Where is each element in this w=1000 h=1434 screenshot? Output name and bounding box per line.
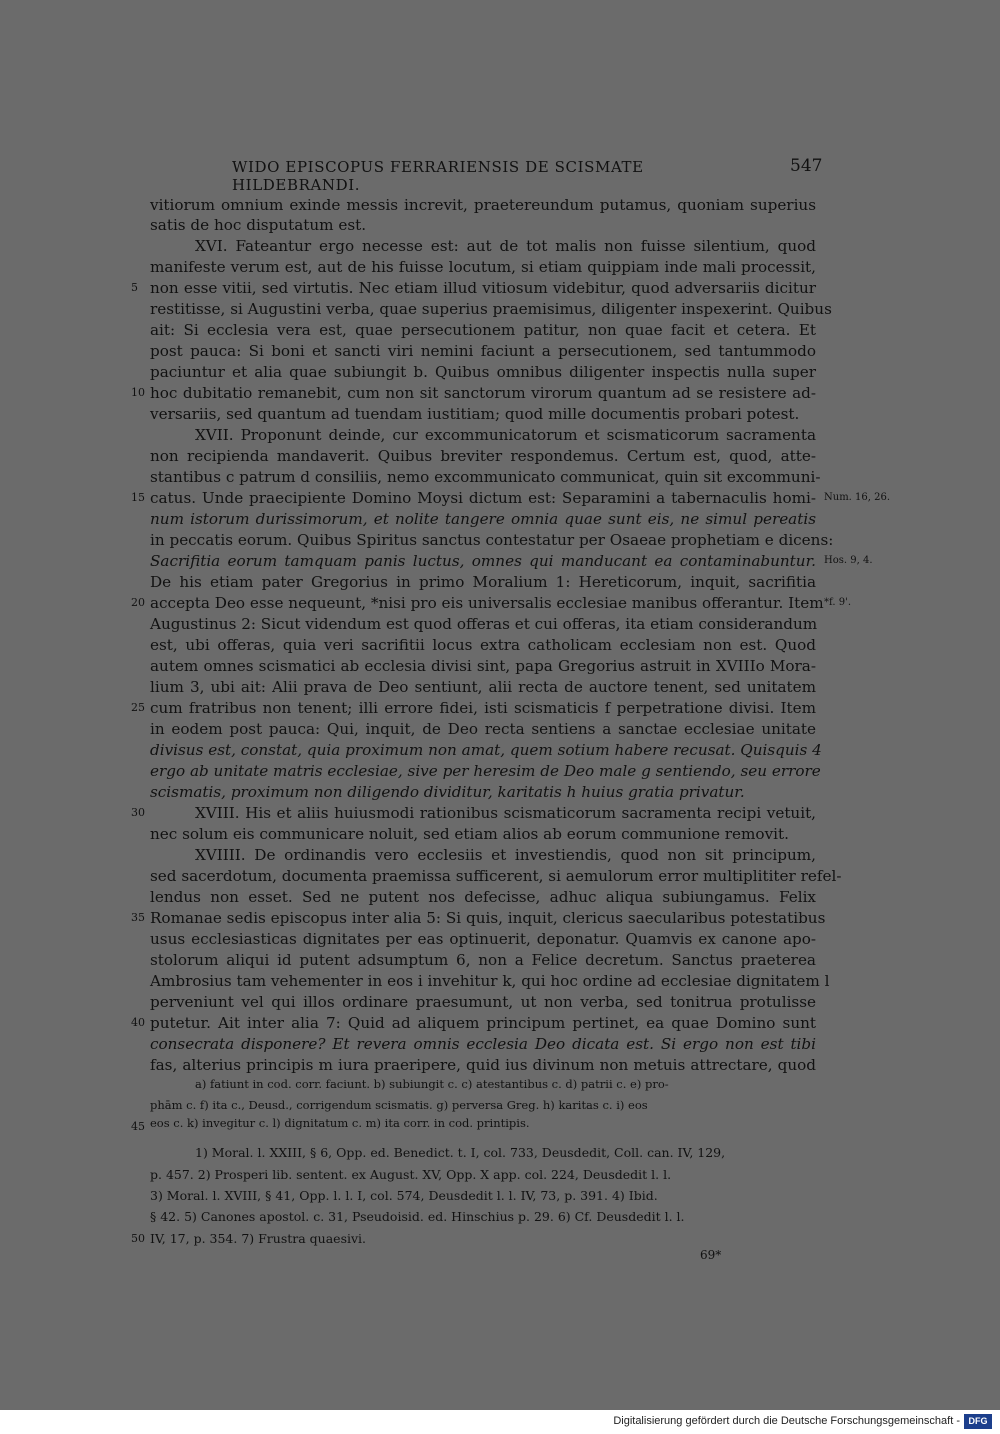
apparatus-line: eos c. k) invegitur c. l) dignitatum c. m) ita corr. in cod. printipis.: [150, 1116, 530, 1130]
body-line: stantibus c patrum d consiliis, nemo excommunicato communicat, quin sit excommuni-: [150, 468, 821, 486]
margin-note: *f. 9'.: [824, 597, 851, 608]
body-line: putetur. Ait inter alia 7: Quid ad aliquem principum pertinet, ea quae Domino sunt: [150, 1014, 816, 1032]
printer-signature: 69*: [700, 1248, 722, 1262]
body-line: autem omnes scismatici ab ecclesia divisi sint, papa Gregorius astruit in XVIIIo Mora-: [150, 657, 816, 675]
body-line: Romanae sedis episcopus inter alia 5: Si quis, inquit, clericus saecularibus potestatibus: [150, 909, 826, 927]
body-line: cum fratribus non tenent; illi errore fidei, isti scismaticis f perpetratione divisi. Item: [150, 699, 816, 717]
body-line: versariis, sed quantum ad tuendam iustitiam; quod mille documentis probari potest.: [150, 405, 800, 423]
body-line: ergo ab unitate matris ecclesiae, sive per heresim de Deo male g sentiendo, seu errore: [150, 762, 821, 780]
body-line: accepta Deo esse nequeunt, *nisi pro eis universalis ecclesiae manibus offerantur. Item: [150, 594, 824, 612]
body-line: lium 3, ubi ait: Alii prava de Deo sentiunt, alii recta de auctore tenent, sed unitatem: [150, 678, 816, 696]
body-line: consecrata disponere? Et revera omnis ecclesia Deo dicata est. Si ergo non est tibi: [150, 1035, 816, 1053]
body-line: manifeste verum est, aut de his fuisse locutum, si etiam quippiam inde mali processit,: [150, 258, 816, 276]
footer-credit: Digitalisierung gefördert durch die Deutsche Forschungsgemeinschaft -: [613, 1415, 960, 1427]
body-line: num istorum durissimorum, et nolite tangere omnia quae sunt eis, ne simul pereatis: [150, 510, 816, 528]
page-number: 547: [790, 156, 823, 176]
body-line: Augustinus 2: Sicut videndum est quod offeras et cui offeras, ita etiam considerandum: [150, 615, 818, 633]
apparatus-line: phām c. f) ita c., Deusd., corrigendum scismatis. g) perversa Greg. h) karitas c. i) eos: [150, 1098, 648, 1112]
source-note-line: p. 457. 2) Prosperi lib. sentent. ex August. XV, Opp. X app. col. 224, Deusdedit l. l.: [150, 1167, 672, 1182]
line-number: 40: [131, 1016, 145, 1029]
body-line: satis de hoc disputatum est.: [150, 216, 367, 234]
source-note-line: 3) Moral. l. XVIII, § 41, Opp. l. l. I, col. 574, Deusdedit l. l. IV, 73, p. 391. 4) Ibid.: [150, 1188, 658, 1203]
body-line: hoc dubitatio remanebit, cum non sit sanctorum virorum quantum ad se resistere ad-: [150, 384, 816, 402]
body-line: non esse vitii, sed virtutis. Nec etiam illud vitiosum videbitur, quod adversariis dicitur: [150, 279, 816, 297]
body-line: lendus non esset. Sed ne putent nos defecisse, adhuc aliqua subiungamus. Felix: [150, 888, 816, 906]
line-number: 10: [131, 386, 145, 399]
source-note-line: § 42. 5) Canones apostol. c. 31, Pseudoisid. ed. Hinschius p. 29. 6) Cf. Deusdedit l. l.: [150, 1209, 685, 1224]
body-line: XVIIII. De ordinandis vero ecclesiis et investiendis, quod non sit principum,: [195, 846, 816, 864]
body-line: XVII. Proponunt deinde, cur excommunicatorum et scismaticorum sacramenta: [195, 426, 816, 444]
body-line: stolorum aliqui id putent adsumptum 6, non a Felice decretum. Sanctus praeterea: [150, 951, 816, 969]
body-line: divisus est, constat, quia proximum non amat, quem sotium habere recusat. Quisquis 4: [150, 741, 822, 759]
line-number: 35: [131, 911, 145, 924]
body-line: XVIII. His et aliis huiusmodi rationibus scismaticorum sacramenta recipi vetuit,: [195, 804, 816, 822]
body-line: perveniunt vel qui illos ordinare praesumunt, ut non verba, sed tonitrua protulisse: [150, 993, 816, 1011]
body-line: usus ecclesiasticas dignitates per eas optinuerit, deponatur. Quamvis ex canone apo-: [150, 930, 816, 948]
source-note-line: IV, 17, p. 354. 7) Frustra quaesivi.: [150, 1231, 367, 1246]
body-line: est, ubi offeras, quia veri sacrifitii locus extra catholicam ecclesiam non est. Quod: [150, 636, 816, 654]
body-line: vitiorum omnium exinde messis increvit, praetereundum putamus, quoniam superius: [150, 196, 816, 214]
body-line: fas, alterius principis m iura praeripere, quid ius divinum non metuis attrectare, quod: [150, 1056, 816, 1074]
line-number: 30: [131, 806, 145, 819]
body-line: Ambrosius tam vehementer in eos i invehitur k, qui hoc ordine ad ecclesiae dignitatem l: [150, 972, 830, 990]
line-number: 45: [131, 1120, 145, 1133]
line-number: 50: [131, 1232, 145, 1245]
body-line: paciuntur et alia quae subiungit b. Quibus omnibus diligenter inspectis nulla super: [150, 363, 816, 381]
dfg-logo-icon: DFG: [964, 1414, 992, 1429]
body-line: ait: Si ecclesia vera est, quae persecutionem patitur, non quae facit et cetera. Et: [150, 321, 816, 339]
line-number: 15: [131, 491, 145, 504]
body-line: restitisse, si Augustini verba, quae superius praemisimus, diligenter inspexerint. Quibus: [150, 300, 832, 318]
body-line: De his etiam pater Gregorius in primo Moralium 1: Hereticorum, inquit, sacrifitia: [150, 573, 816, 591]
apparatus-line: a) fatiunt in cod. corr. faciunt. b) subiungit c. c) atestantibus c. d) patrii c. e) pro-: [195, 1077, 669, 1091]
running-header-title: WIDO EPISCOPUS FERRARIENSIS DE SCISMATE HILDEBRANDI.: [232, 158, 644, 194]
body-line: post pauca: Si boni et sancti viri nemini faciunt a persecutionem, sed tantummodo: [150, 342, 816, 360]
digitization-footer: [0, 1410, 1000, 1434]
body-line: in peccatis eorum. Quibus Spiritus sanctus contestatur per Osaeae prophetiam e dicens:: [150, 531, 834, 549]
margin-note: Hos. 9, 4.: [824, 555, 873, 566]
body-line: non recipienda mandaverit. Quibus breviter respondemus. Certum est, quod, atte-: [150, 447, 816, 465]
body-line: in eodem post pauca: Qui, inquit, de Deo recta sentiens a sanctae ecclesiae unitate: [150, 720, 816, 738]
line-number: 25: [131, 701, 145, 714]
body-line: catus. Unde praecipiente Domino Moysi dictum est: Separamini a tabernaculis homi-: [150, 489, 816, 507]
body-line: scismatis, proximum non diligendo dividitur, karitatis h huius gratia privatur.: [150, 783, 745, 801]
source-note-line: 1) Moral. l. XXIII, § 6, Opp. ed. Benedict. t. I, col. 733, Deusdedit, Coll. can. IV, 129,: [195, 1145, 726, 1160]
margin-note: Num. 16, 26.: [824, 492, 891, 503]
body-line: nec solum eis communicare noluit, sed etiam alios ab eorum communione removit.: [150, 825, 789, 843]
body-line: XVI. Fateantur ergo necesse est: aut de tot malis non fuisse silentium, quod: [195, 237, 816, 255]
line-number: 5: [131, 281, 138, 294]
body-line: sed sacerdotum, documenta praemissa sufficerent, si aemulorum error multiplititer refel-: [150, 867, 842, 885]
line-number: 20: [131, 596, 145, 609]
body-line: Sacrifitia eorum tamquam panis luctus, omnes qui manducant ea contaminabuntur.: [150, 552, 816, 570]
